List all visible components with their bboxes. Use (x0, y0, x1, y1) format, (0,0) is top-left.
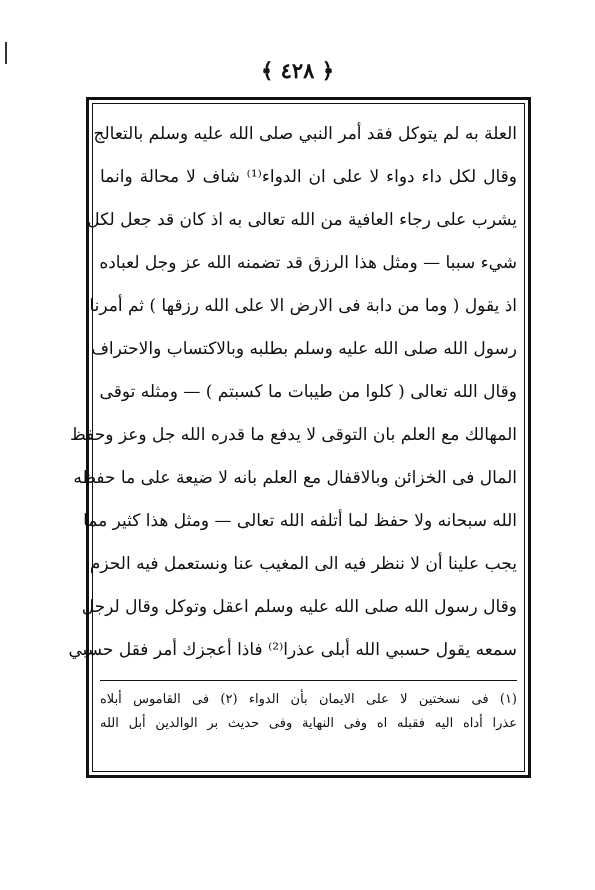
footnotes (100, 688, 517, 736)
text-line: وقال لكل داء دواء لا على ان الدواء⁽¹⁾ شاف لا محالة وانما (100, 167, 517, 187)
footnote-line: عذرا أداه اليه فقبله اه وفى النهاية وفى حديث بر الوالدين أبل الله (100, 716, 517, 731)
footnote-divider (100, 680, 517, 681)
main-text (68, 113, 517, 672)
text-line: العلة به لم يتوكل فقد أمر النبي صلى الله عليه وسلم بالتعالج (93, 124, 517, 144)
text-line: اذ يقول ( وما من دابة فى الارض الا على الله رزقها ) ثم أمرنا (89, 296, 517, 316)
text-line: شيء سببا — ومثل هذا الرزق قد تضمنه الله عز وجل لعباده (99, 253, 517, 273)
text-line: المهالك مع العلم بان التوقى لا يدفع ما قدره الله جل وعز وحفظ (70, 425, 517, 445)
page-number: ﴿ ٤٢٨ ﴾ (260, 58, 335, 83)
text-line: سمعه يقول حسبي الله أبلى عذرا⁽²⁾ فاذا أعجزك أمر فقل حسبي (68, 640, 517, 660)
text-line: يشرب على رجاء العافية من الله تعالى به اذ كان قد جعل لكل (87, 210, 517, 230)
text-line: الله سبحانه ولا حفظ لما أتلفه الله تعالى — ومثل هذا كثير مما (83, 511, 517, 531)
text-line: يجب علينا أن لا ننظر فيه الى المغيب عنا ونستعمل فيه الحزم (89, 554, 517, 574)
text-line: وقال الله تعالى ( كلوا من طيبات ما كسبتم ) — ومثله توقى (99, 382, 517, 402)
text-line: المال فى الخزائن وبالاقفال مع العلم بانه لا ضيعة على ما حفظه (73, 468, 517, 488)
text-line: وقال رسول الله صلى الله عليه وسلم اعقل وتوكل وقال لرجل (81, 597, 517, 617)
footnote-line: (١) فى نسختين لا على الايمان بأن الدواء (٢) فى القاموس أبلاه (100, 692, 517, 707)
text-line: رسول الله صلى الله عليه وسلم بطلبه وبالاكتساب والاحتراف (91, 339, 517, 359)
